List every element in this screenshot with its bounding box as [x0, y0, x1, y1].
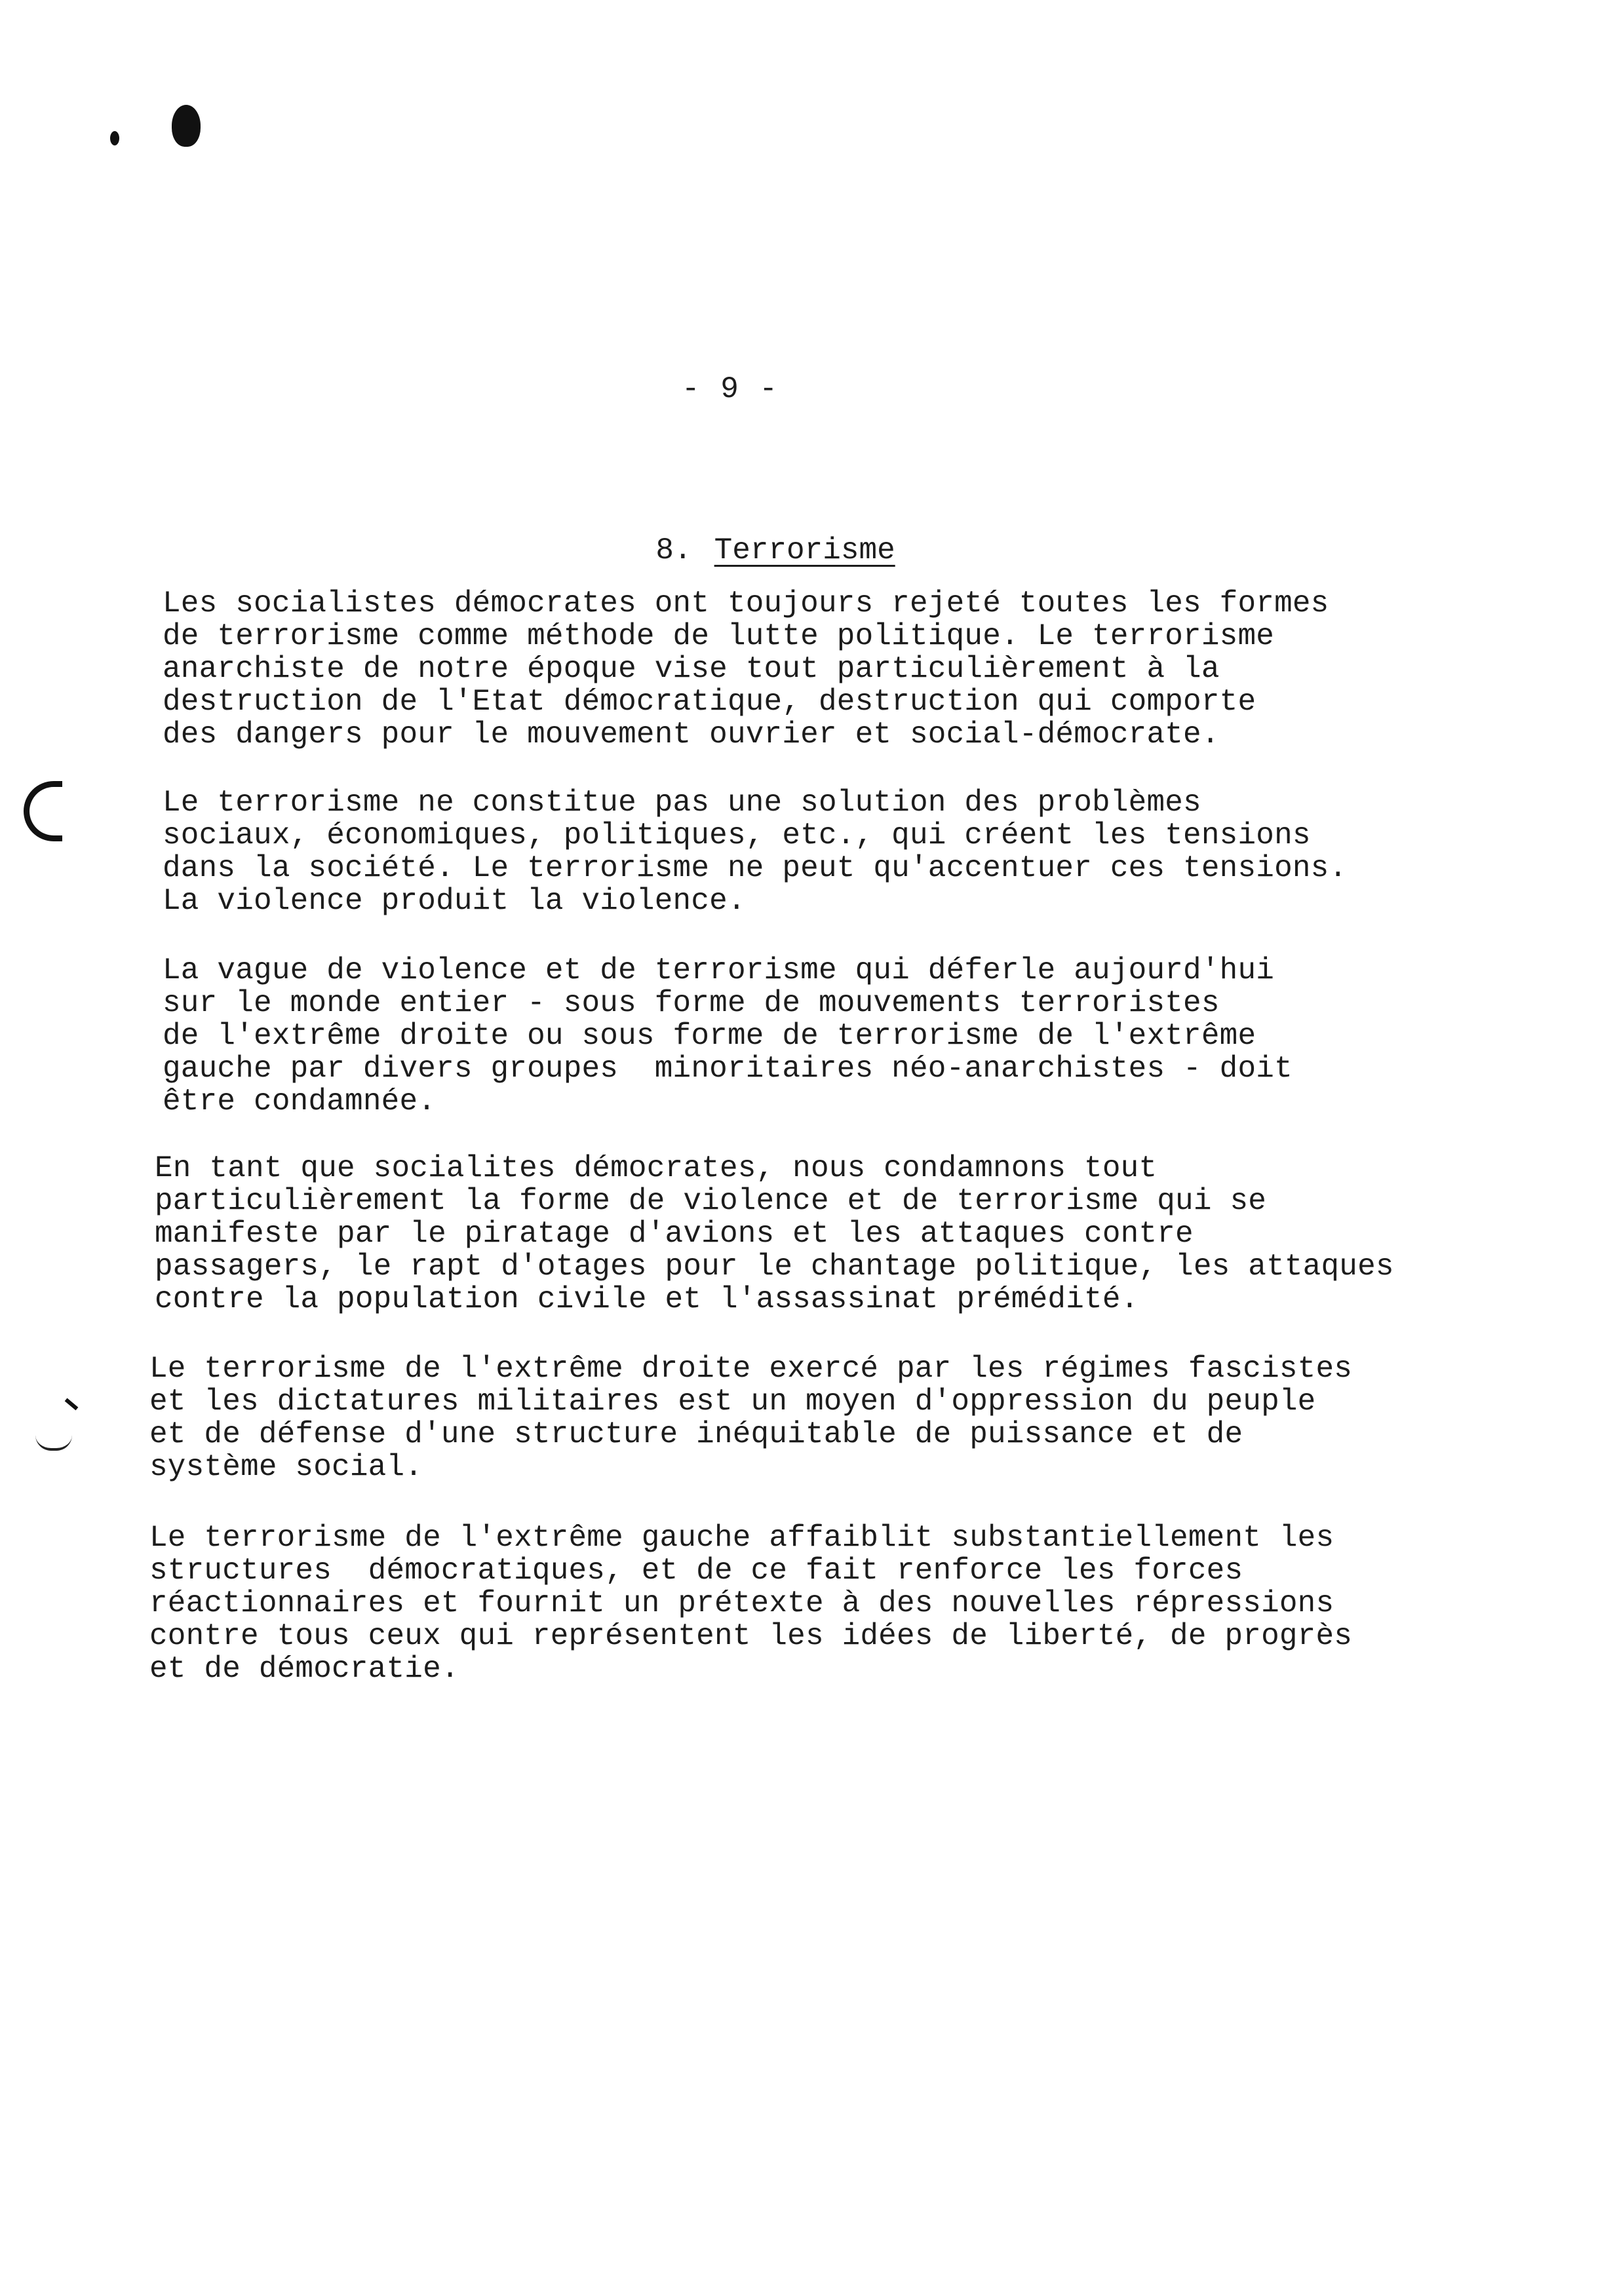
hole-punch-mark	[172, 105, 201, 147]
paragraph: Les socialistes démocrates ont toujours rejeté toutes les formes de terrorisme comme méthode de lutte politique. Le terrorisme anarchiste de notre époque vise tout particulièrement à la destruction de l'Etat démocratique, destruction qui comporte des dangers pour le mouvement ouvrier et social-démocrate.	[163, 586, 1329, 752]
paragraph: En tant que socialites démocrates, nous condamnons tout particulièrement la forme de violence et de terrorisme qui se manifeste par le piratage d'avions et les attaques contre passagers, le rapt d'otages pour le chantage politique, les attaques contre la population civile et l'assassinat prémédité.	[155, 1151, 1394, 1316]
section-number: 8.	[655, 533, 692, 567]
margin-tick-mark	[65, 1398, 79, 1411]
paragraph: La vague de violence et de terrorisme qui déferle aujourd'hui sur le monde entier - sous forme de mouvements terroristes de l'extrême droite ou sous forme de terrorisme de l'extrême gauche par divers groupes minoritaires néo-anarchistes - doit être condamnée.	[163, 953, 1293, 1119]
margin-bracket-mark	[24, 781, 62, 841]
ink-dot-mark	[110, 131, 119, 145]
paragraph: Le terrorisme de l'extrême gauche affaiblit substantiellement les structures démocratiques, et de ce fait renforce les forces réactionnaires et fournit un prétexte à des nouvelles répressions contre tous ceux qui représentent les idées de liberté, de progrès et de démocratie.	[149, 1521, 1353, 1686]
section-title: Terrorisme	[714, 533, 895, 567]
page-number: - 9 -	[682, 372, 779, 406]
paragraph: Le terrorisme de l'extrême droite exercé par les régimes fascistes et les dictatures militaires est un moyen d'oppression du peuple et de défense d'une structure inéquitable de puissance et de système social.	[149, 1352, 1353, 1484]
paragraph: Le terrorisme ne constitue pas une solution des problèmes sociaux, économiques, politiques, etc., qui créent les tensions dans la société. Le terrorisme ne peut qu'accentuer ces tensions. La violence produit la violence.	[163, 786, 1348, 918]
margin-curve-mark	[35, 1435, 72, 1451]
